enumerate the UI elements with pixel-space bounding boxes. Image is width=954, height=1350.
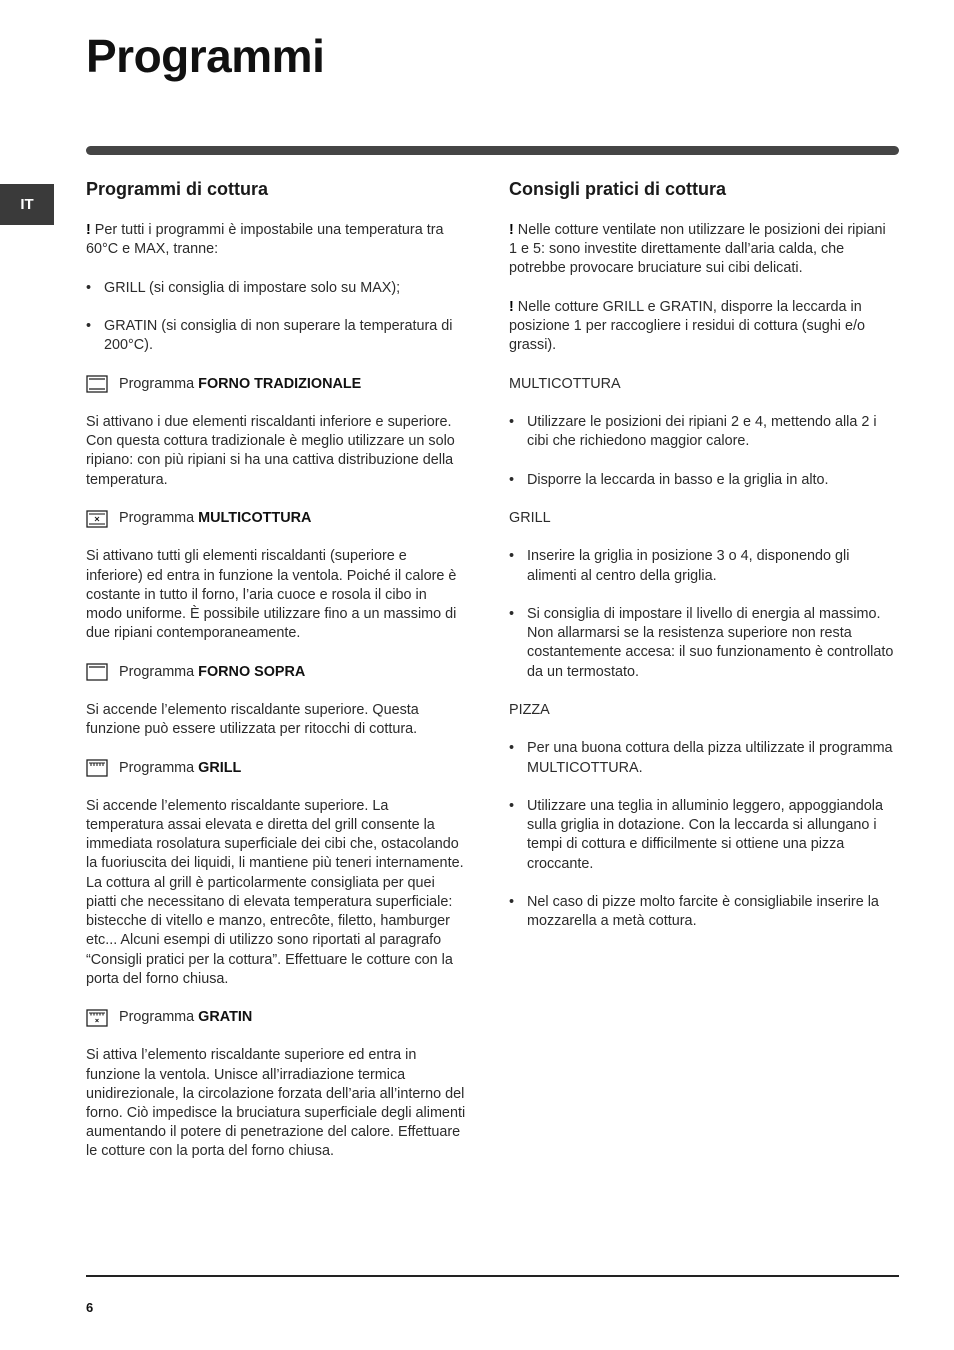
tip-item: • Si consiglia di impostare il livello di energia al massimo. Non allarmarsi se la resistenza superiore non resta costantemente accesa: il suo funzionamento è controllato da un termostato.	[509, 605, 894, 680]
bullet-icon: •	[86, 317, 92, 334]
bullet-icon: •	[509, 893, 515, 910]
tip-item: • Per una buona cottura della pizza ultilizzate il programma MULTICOTTURA.	[509, 740, 893, 776]
bottom-divider	[86, 1275, 899, 1277]
tip-item: • Disporre la leccarda in basso e la griglia in alto.	[509, 471, 894, 490]
program-header-multicottura	[86, 509, 466, 528]
program-prefix: Programma	[119, 509, 195, 526]
program-description: Si attivano i due elementi riscaldanti inferiore e superiore. Con questa cottura tradizionale è meglio utilizzare un solo ripiano: con più ripiani si ha una cattiva distribuzione della temperatura.	[86, 413, 455, 488]
program-header-forno-sopra	[86, 663, 466, 682]
bullet-icon: •	[509, 740, 515, 757]
tip-item: • Nel caso di pizze molto farcite è consigliabile inserire la mozzarella a metà cottura.	[509, 893, 879, 930]
top-divider	[86, 146, 899, 155]
tip-item: • Utilizzare una teglia in alluminio leggero, appoggiandola sulla griglia in dotazione. Con la leccarda si allungano i tempi di cottura e difficilmente si ottiene una pizza croccante.	[509, 797, 883, 872]
program-header-gratin	[86, 1008, 466, 1027]
section-heading-tips: Consigli pratici di cottura	[509, 179, 727, 199]
program-description: Si accende l’elemento riscaldante superiore. Questa funzione può essere utilizzata per ritocchi di cottura.	[86, 701, 419, 738]
exception-item: • GRILL (si consiglia di impostare solo su MAX);	[86, 279, 466, 298]
bullet-icon: •	[86, 279, 92, 296]
tip-item: • Inserire la griglia in posizione 3 o 4, disponendo gli alimenti al centro della griglia.	[509, 548, 850, 584]
tip-note: ! Nelle cotture ventilate non utilizzare le posizioni dei ripiani 1 e 5: sono investite direttamente dall’aria calda, che potrebbe provocare bruciature sui cibi delicati.	[509, 222, 886, 277]
program-name: FORNO TRADIZIONALE	[198, 375, 362, 392]
tip-section-title: PIZZA	[509, 701, 550, 718]
warning-mark-icon: !	[509, 298, 514, 315]
section-heading-programs: Programmi di cottura	[86, 179, 269, 199]
program-name: GRATIN	[198, 1009, 253, 1026]
program-description: Si accende l’elemento riscaldante superiore. La temperatura assai elevata e diretta del grill consente la immediata rosolatura superficiale dei cibi che, ostacolando la fuoriuscita dei liquidi, li mantiene più teneri internamente. La cottura al grill è particolarmente consigliata per quei piatti che necessitano di elevata temperatura superficiale: bistecche di vitello e manzo, entrecôte, filetto, hamburger etc... Alcuni esempi di utilizzo sono riportati al paragrafo “Consigli pratici per la cottura”. Effettuare le cotture con la porta del forno chiusa.	[86, 797, 464, 987]
bullet-icon: •	[509, 548, 515, 565]
exception-item: • GRATIN (si consiglia di non superare la temperatura di 200°C).	[86, 317, 453, 354]
page-number: 6	[86, 1300, 94, 1315]
program-header-grill	[86, 759, 466, 778]
program-prefix: Programma	[119, 375, 195, 392]
oven-gratin-icon	[86, 1009, 108, 1027]
program-description: Si attivano tutti gli elementi riscaldanti (superiore e inferiore) ed entra in funzione la ventola. Poiché il calore è costante in tutto il forno, l’aria cuoce e rosola il cibo in modo uniforme. È possibile utilizzare fino a un massimo di due ripiani contemporaneamente.	[86, 548, 457, 642]
oven-grill-icon	[86, 759, 108, 777]
language-tab: IT	[0, 184, 54, 225]
program-name: FORNO SOPRA	[198, 663, 306, 680]
bullet-icon: •	[509, 471, 515, 488]
program-name: MULTICOTTURA	[198, 509, 312, 526]
program-prefix: Programma	[119, 1009, 195, 1026]
warning-mark-icon: !	[86, 222, 91, 238]
program-name: GRILL	[198, 759, 242, 776]
warning-mark-icon: !	[509, 222, 514, 238]
program-header-forno-tradizionale	[86, 375, 466, 394]
page-title: Programmi	[86, 30, 325, 82]
program-description: Si attiva l’elemento riscaldante superiore ed entra in funzione la ventola. Unisce all’irradiazione termica unidirezionale, la circolazione forzata dell’aria all’interno del forno. Ciò impedisce la bruciatura superficiale degli alimenti aumentando il potere di penetrazione del calore. Effettuare le cotture con la porta del forno chiusa.	[86, 1047, 466, 1160]
oven-top-heat-icon	[86, 663, 108, 681]
program-prefix: Programma	[119, 759, 195, 776]
bullet-icon: •	[509, 797, 515, 814]
tip-section-title: MULTICOTTURA	[509, 375, 621, 392]
oven-fan-icon	[86, 510, 108, 528]
cooking-tips-column	[509, 178, 894, 951]
oven-traditional-icon	[86, 375, 108, 393]
tip-note: ! Nelle cotture GRILL e GRATIN, disporre la leccarda in posizione 1 per raccogliere i residui di cottura (sughi e/o grassi).	[509, 298, 865, 354]
intro-note: ! Per tutti i programmi è impostabile una temperatura tra 60°C e MAX, tranne:	[86, 222, 444, 258]
bullet-icon: •	[509, 413, 515, 430]
cooking-programs-column	[86, 178, 466, 1181]
tip-section-title: GRILL	[509, 509, 551, 526]
bullet-icon: •	[509, 605, 515, 622]
tip-item: • Utilizzare le posizioni dei ripiani 2 e 4, mettendo alla 2 i cibi che richiedono maggior calore.	[509, 413, 877, 450]
program-prefix: Programma	[119, 663, 195, 680]
